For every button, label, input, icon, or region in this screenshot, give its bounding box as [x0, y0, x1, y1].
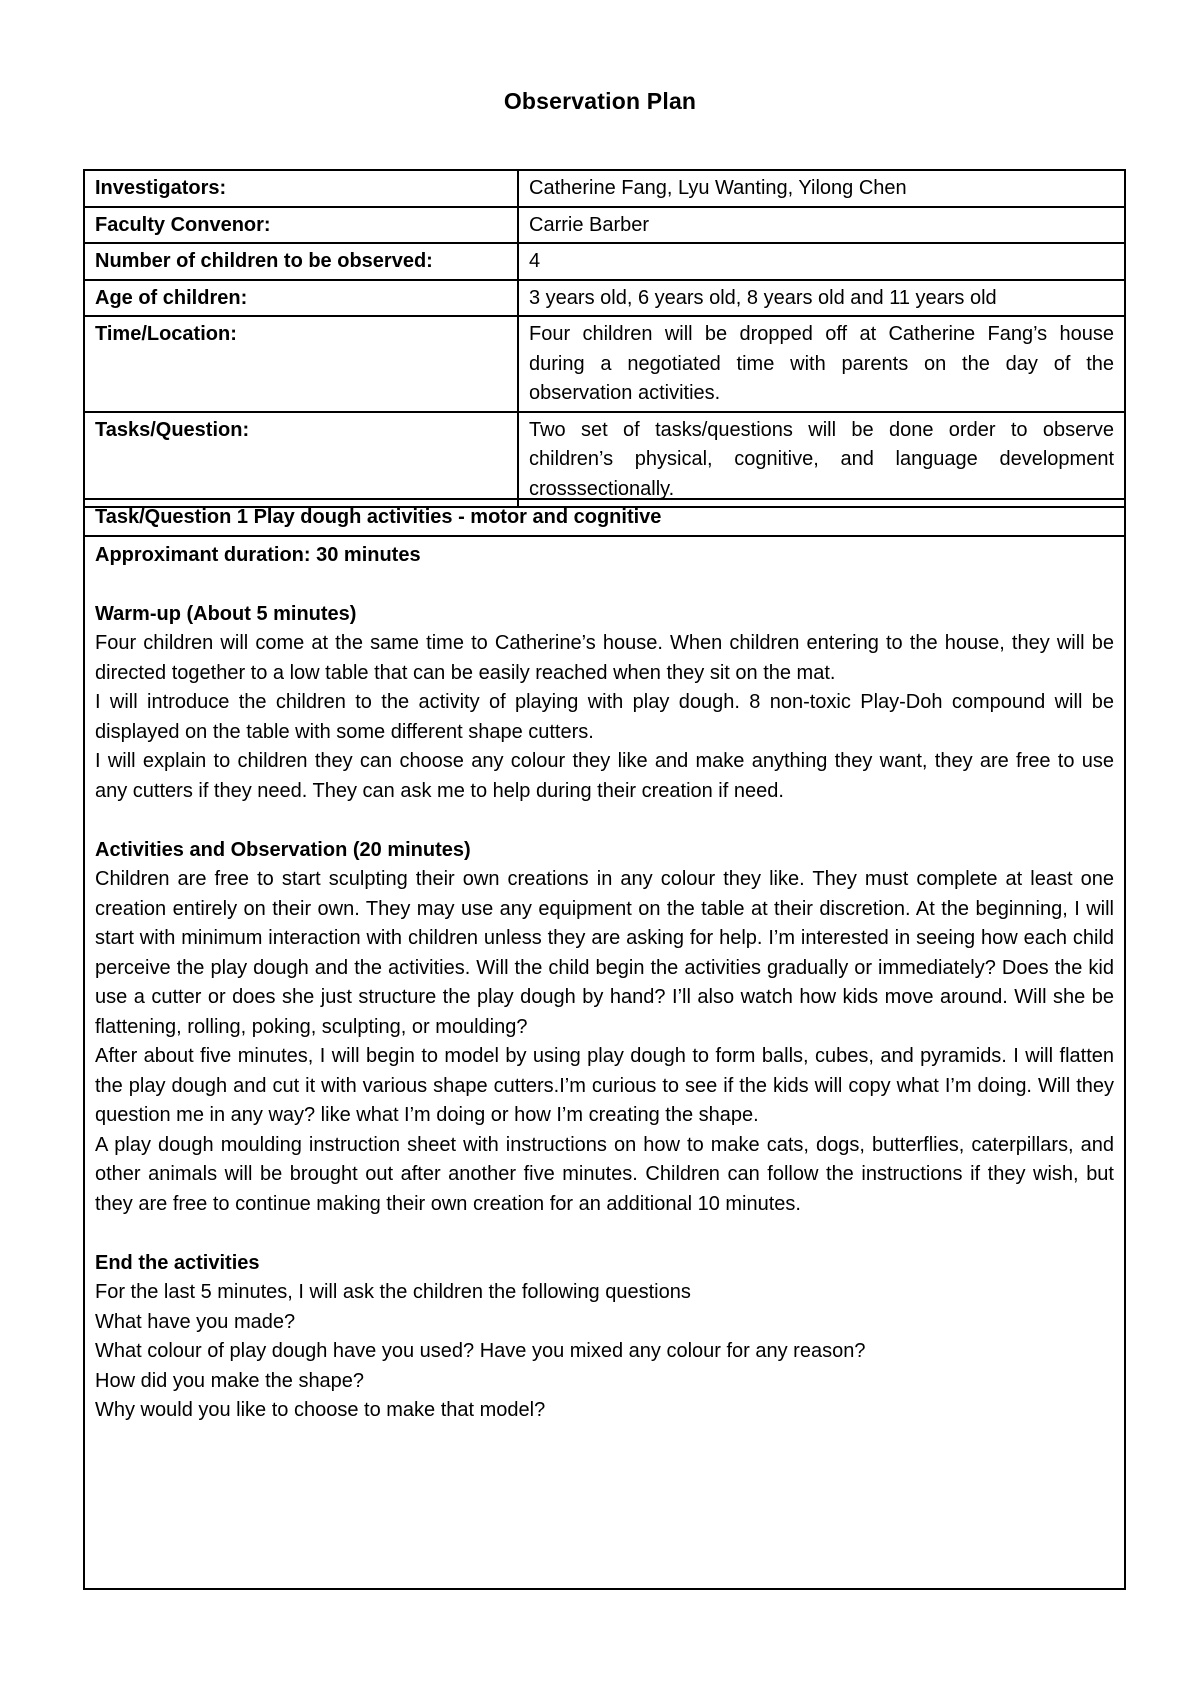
spacer: [95, 806, 1114, 836]
warmup-paragraph: Four children will come at the same time to Catherine’s house. When children entering to the house, they will be directed together to a low table that can be easily reached when they sit on the mat.: [95, 632, 1114, 684]
info-label: Investigators:: [84, 170, 518, 207]
spacer: [95, 570, 1114, 600]
task-heading-row: [84, 499, 1125, 536]
info-row-investigators: [84, 170, 1125, 207]
info-label: Number of children to be observed:: [84, 243, 518, 280]
duration-text: Approximant duration: 30 minutes: [95, 543, 421, 566]
info-row-number-of-children: [84, 243, 1125, 280]
end-question: What colour of play dough have you used? Have you mixed any colour for any reason?: [95, 1340, 866, 1362]
page-title: Observation Plan: [503, 88, 697, 114]
activities-heading: Activities and Observation (20 minutes): [95, 838, 471, 861]
info-value: Carrie Barber: [518, 207, 1125, 244]
info-label: Tasks/Question:: [84, 412, 518, 508]
end-heading: End the activities: [95, 1251, 260, 1274]
info-row-age-of-children: [84, 280, 1125, 317]
info-row-tasks-question: [84, 412, 1125, 508]
info-table: [83, 169, 1126, 508]
info-value: 4: [518, 243, 1125, 280]
end-question: Why would you like to choose to make that model?: [95, 1399, 546, 1421]
task-body: [84, 536, 1125, 1589]
info-value: Catherine Fang, Lyu Wanting, Yilong Chen: [518, 170, 1125, 207]
info-row-faculty-convenor: [84, 207, 1125, 244]
warmup-paragraph: I will explain to children they can choose any colour they like and make anything they want, they are free to use any cutters if they need. They can ask me to help during their creation if need.: [95, 750, 1114, 802]
info-row-time-location: [84, 316, 1125, 412]
warmup-heading: Warm-up (About 5 minutes): [95, 602, 357, 625]
warmup-paragraph: I will introduce the children to the activity of playing with play dough. 8 non-toxic Play-Doh compound will be displayed on the table with some different shape cutters.: [95, 691, 1114, 743]
spacer: [95, 1219, 1114, 1249]
end-line: For the last 5 minutes, I will ask the children the following questions: [95, 1281, 691, 1303]
activities-paragraph: After about five minutes, I will begin to model by using play dough to form balls, cubes, and pyramids. I will flatten the play dough and cut it with various shape cutters.I’m curious to see if the kids will copy what I’m doing. Will they question me in any way? like what I’m doing or how I’m creating the shape.: [95, 1045, 1114, 1126]
end-question: What have you made?: [95, 1310, 296, 1333]
info-label: Faculty Convenor:: [84, 207, 518, 244]
info-value: Four children will be dropped off at Catherine Fang’s house during a negotiated time with parents on the day of the observation activities.: [518, 316, 1125, 412]
end-question: How did you make the shape?: [95, 1369, 365, 1392]
info-value: Two set of tasks/questions will be done order to observe children’s physical, cognitive, and language development crosssectionally.: [518, 412, 1125, 508]
info-value: 3 years old, 6 years old, 8 years old and 11 years old: [518, 280, 1125, 317]
task-body-row: [84, 536, 1125, 1589]
info-label: Age of children:: [84, 280, 518, 317]
activities-paragraph: A play dough moulding instruction sheet with instructions on how to make cats, dogs, butterflies, caterpillars, and other animals will be brought out after another five minutes. Children can follow the instructions if they wish, but they are free to continue making their own creation for an additional 10 minutes.: [95, 1133, 1114, 1215]
task-table: [83, 498, 1126, 1590]
info-label: Time/Location:: [84, 316, 518, 412]
activities-paragraph: Children are free to start sculpting their own creations in any colour they like. They must complete at least one creation entirely on their own. They may use any equipment on the table at their discretion. At the beginning, I will start with minimum interaction with children unless they are asking for help. I’m interested in seeing how each child perceive the play dough and the activities. Will the child begin the activities gradually or immediately? Does the kid use a cutter or does she just structure the play dough by hand? I’ll also watch how kids move around. Will she be flattening, rolling, poking, sculpting, or moulding?: [95, 868, 1114, 1038]
task-heading: Task/Question 1 Play dough activities - motor and cognitive: [84, 499, 1125, 536]
